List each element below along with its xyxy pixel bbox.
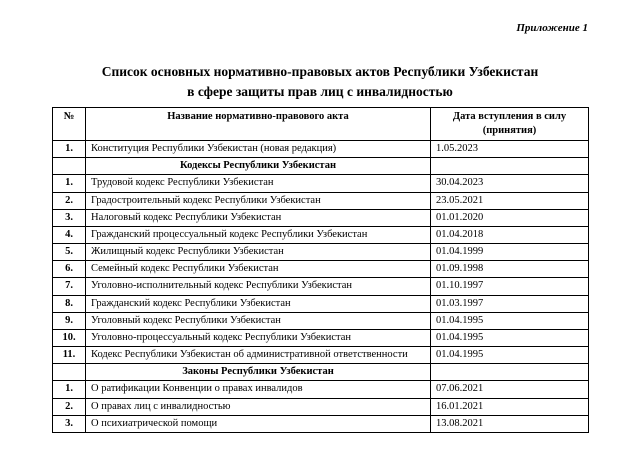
row-number: 1.: [53, 175, 86, 192]
page-title-line1: Список основных нормативно-правовых актов Республики Узбекистан: [101, 64, 539, 79]
row-number: 1.: [53, 381, 86, 398]
row-date: 01.09.1998: [431, 261, 589, 278]
row-act-name: Гражданский кодекс Республики Узбекистан: [86, 295, 431, 312]
row-date: 01.10.1997: [431, 278, 589, 295]
section-number-cell: [53, 364, 86, 381]
header-date-line2: (принятия): [482, 125, 537, 137]
appendix-label: Приложение 1: [516, 22, 588, 34]
row-act-name: О правах лиц с инвалидностью: [86, 398, 431, 415]
row-date: 01.04.1995: [431, 329, 589, 346]
table-header-row: [53, 108, 589, 141]
row-act-name: Градостроительный кодекс Республики Узбекистан: [86, 192, 431, 209]
row-date: 01.03.1997: [431, 295, 589, 312]
table-row: [53, 192, 589, 209]
section-title: Кодексы Республики Узбекистан: [86, 158, 431, 175]
row-number: 9.: [53, 312, 86, 329]
table-row: [53, 209, 589, 226]
header-date-line1: Дата вступления в силу: [452, 111, 567, 122]
table-row: [53, 141, 589, 158]
row-date: 13.08.2021: [431, 415, 589, 432]
header-act-name: Название нормативно-правового акта: [86, 108, 431, 141]
header-number: №: [53, 108, 86, 141]
page-title: [0, 62, 640, 101]
row-act-name: Семейный кодекс Республики Узбекистан: [86, 261, 431, 278]
table-row: [53, 312, 589, 329]
row-date: 23.05.2021: [431, 192, 589, 209]
row-number: 6.: [53, 261, 86, 278]
row-number: 8.: [53, 295, 86, 312]
section-row: [53, 158, 589, 175]
row-act-name: Гражданский процессуальный кодекс Республики Узбекистан: [86, 226, 431, 243]
row-act-name: О ратификации Конвенции о правах инвалидов: [86, 381, 431, 398]
row-number: 5.: [53, 244, 86, 261]
row-number: 4.: [53, 226, 86, 243]
section-row: [53, 364, 589, 381]
row-act-name: Уголовно-исполнительный кодекс Республики Узбекистан: [86, 278, 431, 295]
row-number: 1.: [53, 141, 86, 158]
table-row: [53, 347, 589, 364]
table-row: [53, 295, 589, 312]
section-title: Законы Республики Узбекистан: [86, 364, 431, 381]
row-act-name: Налоговый кодекс Республики Узбекистан: [86, 209, 431, 226]
row-date: 01.04.1995: [431, 312, 589, 329]
table-row: [53, 278, 589, 295]
row-act-name: Трудовой кодекс Республики Узбекистан: [86, 175, 431, 192]
row-date: 1.05.2023: [431, 141, 589, 158]
section-date-cell: [431, 364, 589, 381]
table-row: [53, 261, 589, 278]
table-row: [53, 244, 589, 261]
table-row: [53, 226, 589, 243]
section-date-cell: [431, 158, 589, 175]
table-row: [53, 398, 589, 415]
row-act-name: Кодекс Республики Узбекистан об административной ответственности: [86, 347, 431, 364]
row-act-name: Конституция Республики Узбекистан (новая редакция): [86, 141, 431, 158]
row-date: 01.01.2020: [431, 209, 589, 226]
row-date: 01.04.2018: [431, 226, 589, 243]
row-number: 11.: [53, 347, 86, 364]
row-number: 2.: [53, 192, 86, 209]
header-date: [431, 108, 589, 141]
row-number: 3.: [53, 209, 86, 226]
table-row: [53, 415, 589, 432]
table-header: [53, 108, 589, 141]
row-date: 01.04.1999: [431, 244, 589, 261]
row-number: 7.: [53, 278, 86, 295]
table-body: [53, 141, 589, 433]
row-act-name: Уголовно-процессуальный кодекс Республики Узбекистан: [86, 329, 431, 346]
table-row: [53, 329, 589, 346]
row-number: 2.: [53, 398, 86, 415]
section-number-cell: [53, 158, 86, 175]
row-number: 3.: [53, 415, 86, 432]
row-date: 01.04.1995: [431, 347, 589, 364]
row-act-name: Уголовный кодекс Республики Узбекистан: [86, 312, 431, 329]
page-title-line2: в сфере защиты прав лиц с инвалидностью: [187, 83, 453, 99]
row-date: 30.04.2023: [431, 175, 589, 192]
row-act-name: Жилищный кодекс Республики Узбекистан: [86, 244, 431, 261]
table-row: [53, 381, 589, 398]
legal-acts-table: [52, 107, 589, 433]
row-date: 16.01.2021: [431, 398, 589, 415]
row-date: 07.06.2021: [431, 381, 589, 398]
row-number: 10.: [53, 329, 86, 346]
row-act-name: О психиатрической помощи: [86, 415, 431, 432]
table-row: [53, 175, 589, 192]
